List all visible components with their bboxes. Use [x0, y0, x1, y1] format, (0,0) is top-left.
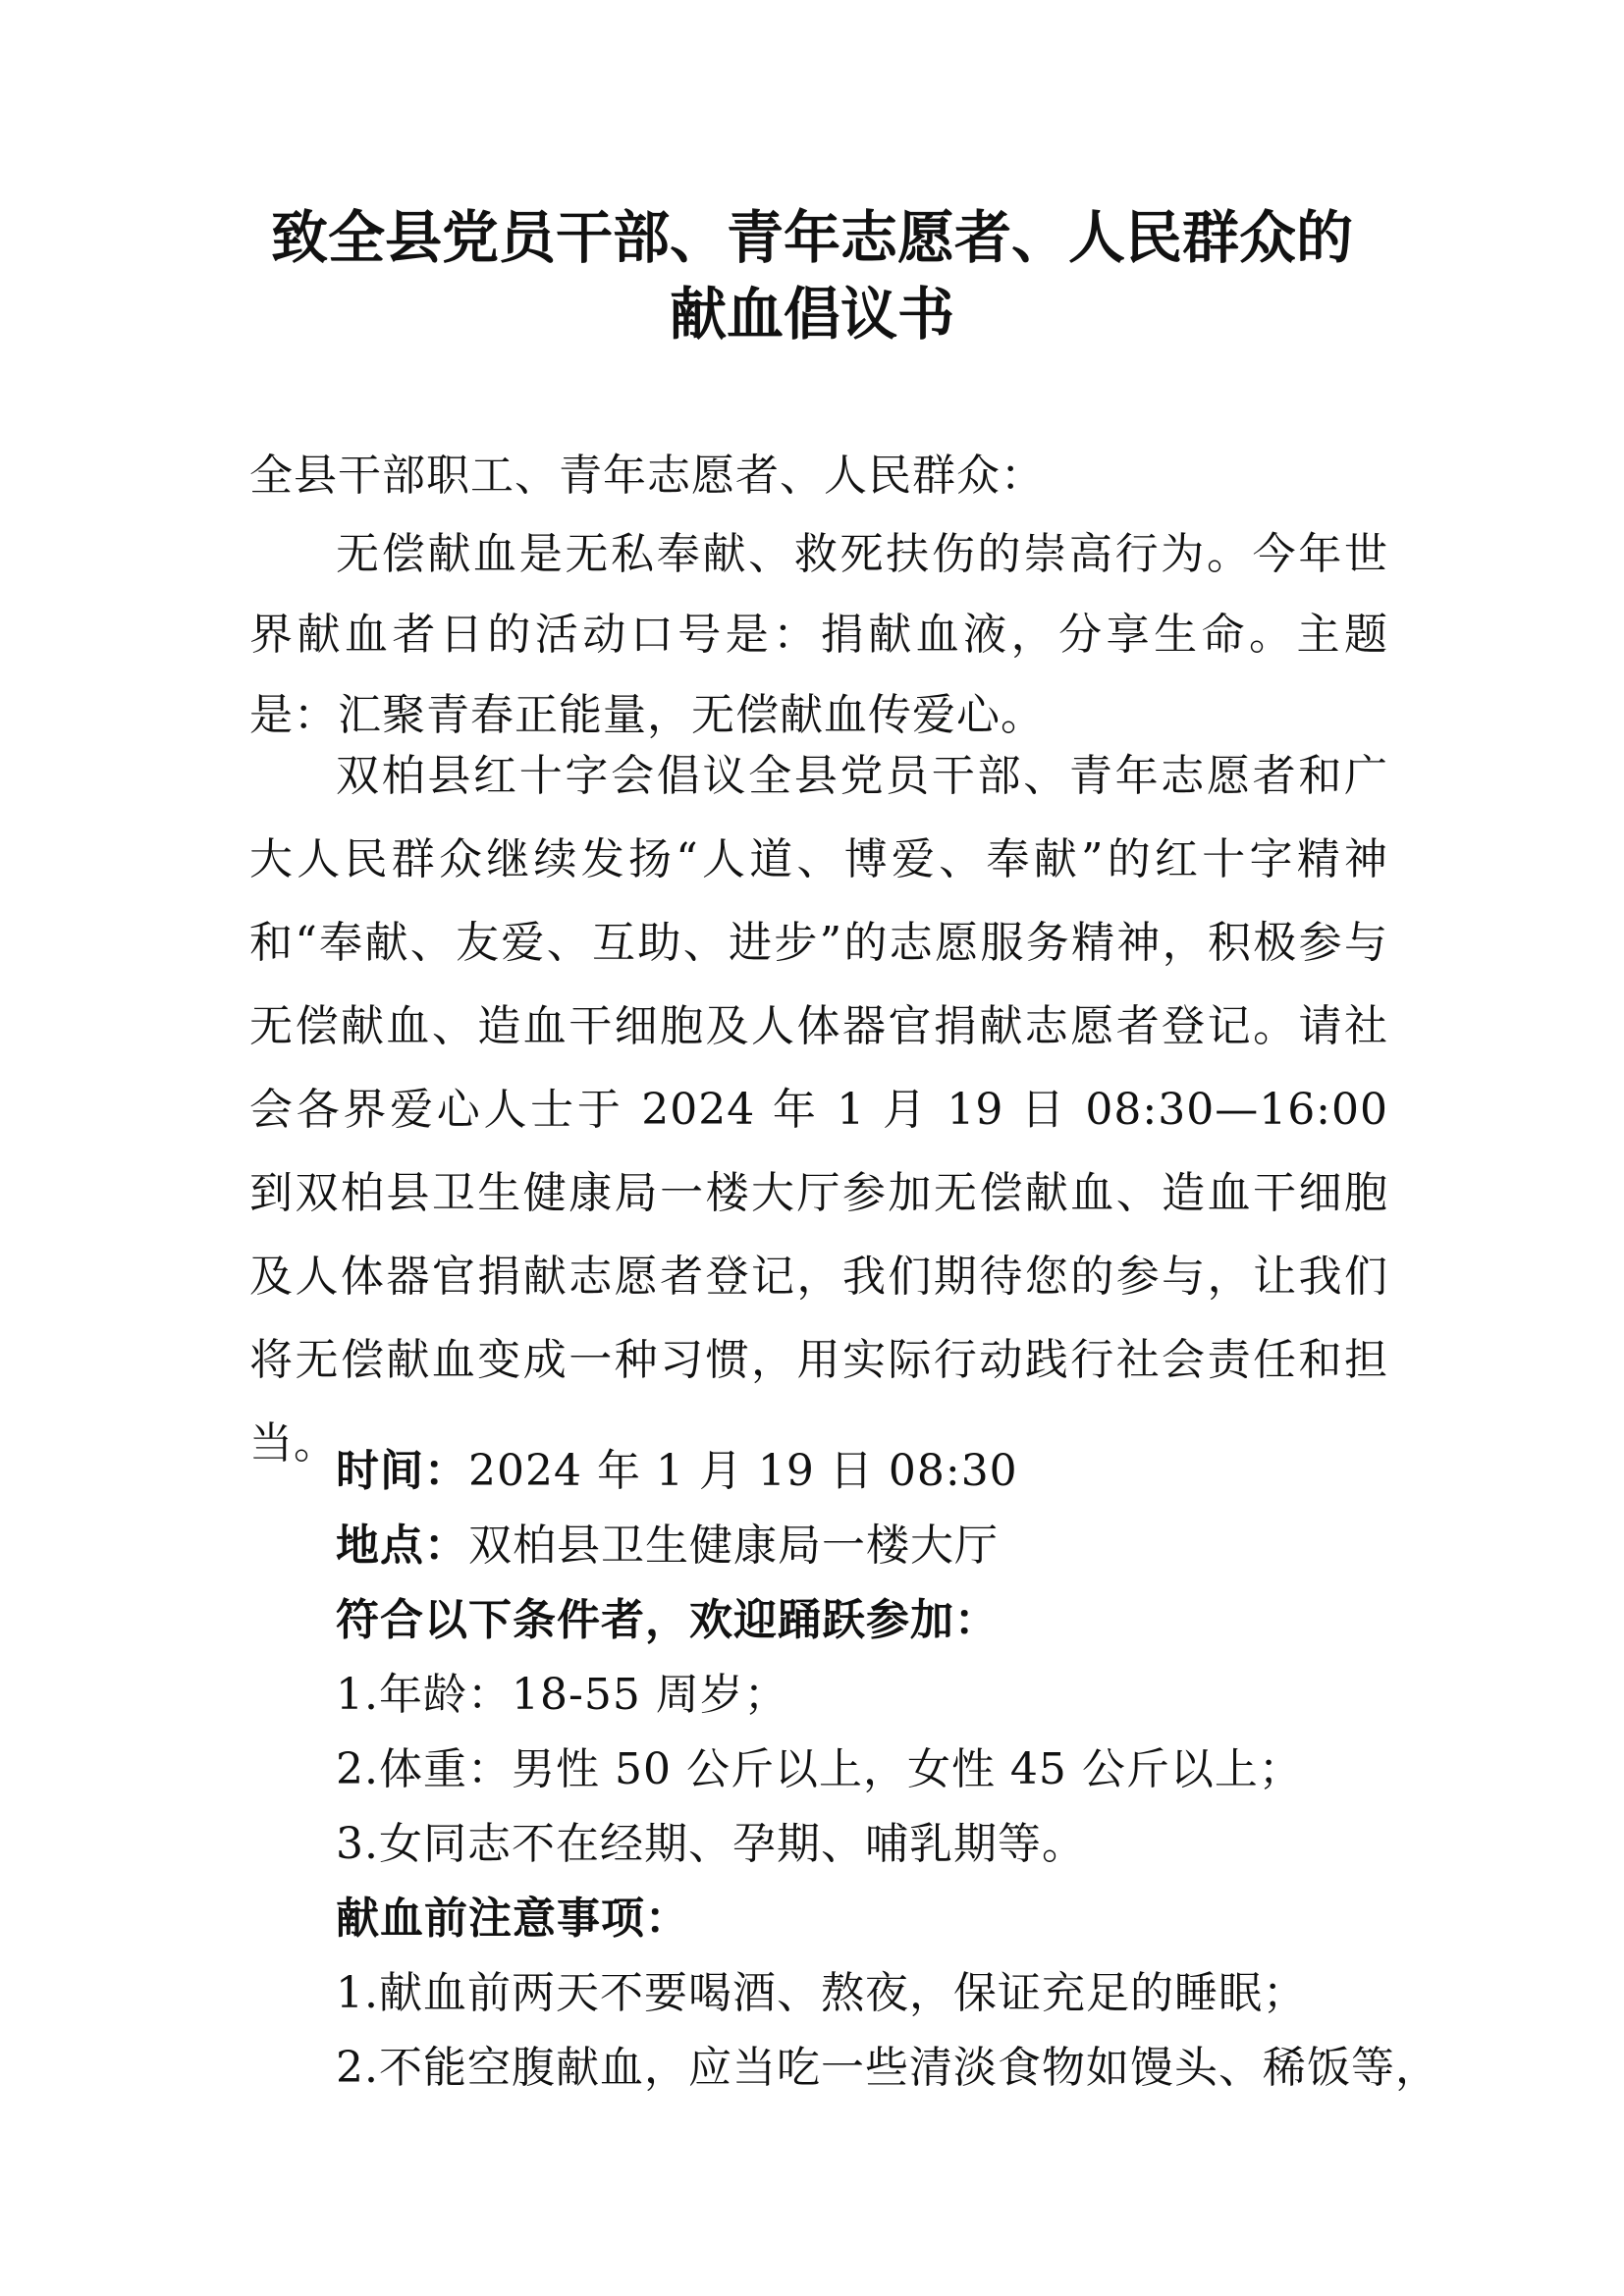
place-value: 双柏县卫生健康局一楼大厅 [468, 1521, 999, 1571]
paragraph-initiative: 双柏县红十字会倡议全县党员干部、青年志愿者和广大人民群众继续发扬“人道、博爱、奉献”的红十字精神和“奉献、友爱、互助、进步”的志愿服务精神，积极参与无偿献血、造血干细胞及人体器官捐献志愿者登记。请社会各界爱心人士于 2024 年 1 月 19 日 08:30—16:00 到双柏县卫生健康局一楼大厅参加无偿献血、造血干细胞及人体器官捐献志愿者登记，我们期待您的参与，让我们将无偿献血变成一种习惯，用实际行动践行社会责任和担当。 [249, 751, 1388, 1468]
note-item: 2.不能空腹献血，应当吃一些清淡食物如馒头、稀饭等， [336, 2043, 1439, 2093]
document-title-line-1: 致全县党员干部、青年志愿者、人民群众的 [270, 204, 1353, 271]
note-item: 1.献血前两天不要喝酒、熬夜，保证充足的睡眠； [336, 1968, 1307, 2018]
time-value: 2024 年 1 月 19 日 08:30 [468, 1446, 1018, 1496]
time-label: 时间： [336, 1446, 468, 1496]
notes-heading: 献血前注意事项： [336, 1894, 689, 1944]
document-title-line-2: 献血倡议书 [669, 281, 954, 347]
time-row [336, 1435, 1018, 1498]
salutation: 全县干部职工、青年志愿者、人民群众： [249, 451, 1045, 501]
condition-item: 1.年龄：18-55 周岁； [336, 1670, 788, 1720]
place-row [336, 1510, 999, 1573]
condition-item: 3.女同志不在经期、孕期、哺乳期等。 [336, 1819, 1086, 1869]
conditions-heading: 符合以下条件者，欢迎踊跃参加： [336, 1595, 999, 1645]
paragraph-intro: 无偿献血是无私奉献、救死扶伤的崇高行为。今年世界献血者日的活动口号是：捐献血液，分享生命。主题是：汇聚青春正能量，无偿献血传爱心。 [249, 529, 1388, 740]
condition-item: 2.体重：男性 50 公斤以上，女性 45 公斤以上； [336, 1744, 1303, 1794]
place-label: 地点： [336, 1521, 468, 1571]
